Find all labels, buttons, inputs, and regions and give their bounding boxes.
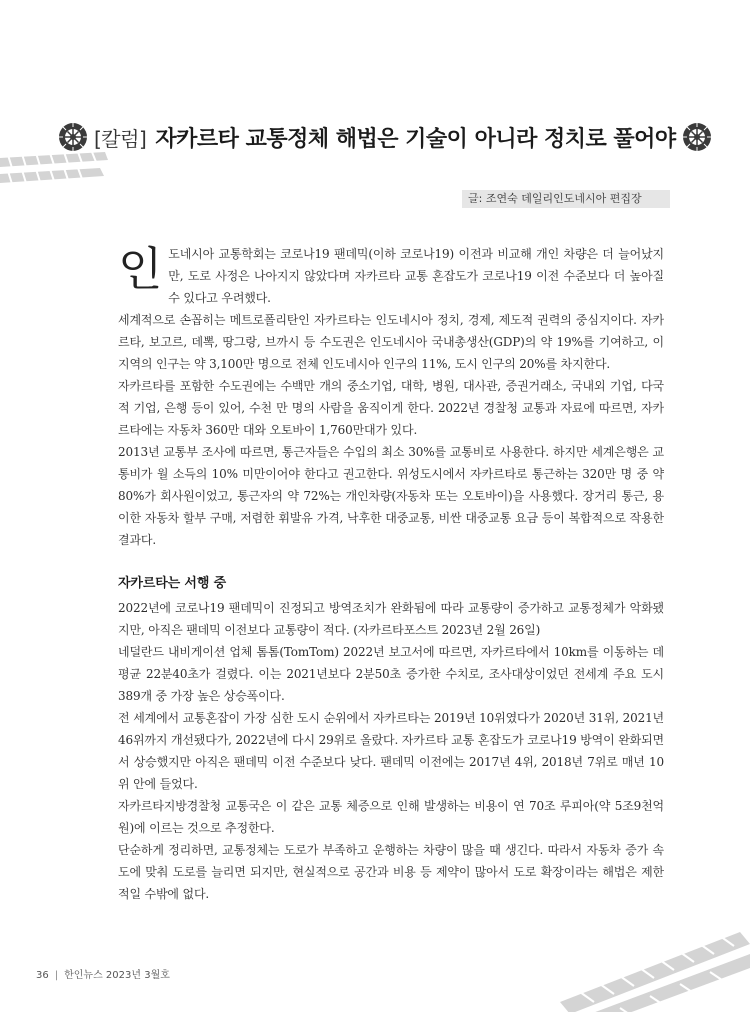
tire-icon bbox=[682, 122, 712, 152]
article-paragraph: 네덜란드 내비게이션 업체 톰톰(TomTom) 2022년 보고서에 따르면, 자카르타에서 10km를 이동하는 데 평균 22분40초가 걸렸다. 이는 2021년보다 2분50초 증가한 수치로, 조사대상이었던 전세계 주요 도시 389개 중 가장 높은 상승폭이다. bbox=[118, 645, 664, 703]
byline: 글: 조연숙 데일리인도네시아 편집장 bbox=[462, 190, 670, 208]
article-headline: 자카르타 교통정체 해법은 기술이 아니라 정치로 풀어야 bbox=[155, 126, 676, 152]
article-paragraph: 세계적으로 손꼽히는 메트로폴리탄인 자카르타는 인도네시아 정치, 경제, 제도적 권력의 중심지이다. 자카르타, 보고르, 데뽁, 땅그랑, 브까시 등 수도권은 인도네시아 국내총생산(GDP)의 약 19%를 기여하고, 이 지역의 인구는 약 3,100만 명으로 전체 인도네시아 인구의 11%, 도시 인구의 20%를 차지한다. bbox=[118, 313, 664, 371]
article-body bbox=[118, 243, 664, 905]
paragraph-text: 도네시아 교통학회는 코로나19 팬데믹(이하 코로나19) 이전과 비교해 개인 차량은 더 늘어났지만, 도로 사정은 나아지지 않았다며 자카르타 교통 혼잡도가 코로나19 이전 수준보다 더 높아질 수 있다고 우려했다. bbox=[168, 247, 664, 305]
tire-icon bbox=[58, 122, 88, 152]
page-number: 36 bbox=[36, 970, 49, 981]
article-title-row bbox=[58, 116, 698, 158]
page-footer bbox=[36, 966, 170, 981]
article-title bbox=[94, 122, 676, 153]
article-paragraph: 전 세계에서 교통혼잡이 가장 심한 도시 순위에서 자카르타는 2019년 10위였다가 2020년 31위, 2021년 46위까지 개선됐다가, 2022년에 다시 29위로 올랐다. 자카르타 교통 혼잡도가 코로나19 방역이 완화되면서 상승했지만 아직은 팬데믹 이전 수준보다 낮다. 팬데믹 이전에는 2017년 4위, 2018년 7위로 매년 10위 안에 들었다. bbox=[118, 711, 664, 791]
tire-track-bottom-right bbox=[560, 922, 750, 1012]
footer-separator: | bbox=[54, 970, 59, 981]
column-tag: [칼럼] bbox=[94, 126, 147, 151]
publication-name: 한인뉴스 2023년 3월호 bbox=[64, 970, 170, 981]
article-paragraph: 단순하게 정리하면, 교통정체는 도로가 부족하고 운행하는 차량이 많을 때 생긴다. 따라서 자동차 증가 속도에 맞춰 도로를 늘리면 되지만, 현실적으로 공간과 비용 등 제약이 많아서 도로 확장이라는 해법은 제한적일 수밖에 없다. bbox=[118, 843, 664, 901]
article-paragraph: 자카르타를 포함한 수도권에는 수백만 개의 중소기업, 대학, 병원, 대사관, 증권거래소, 국내외 기업, 다국적 기업, 은행 등이 있어, 수천 만 명의 사람을 움직이게 한다. 2022년 경찰청 교통과 자료에 따르면, 자카르타에는 자동차 360만 대와 오토바이 1,760만대가 있다. bbox=[118, 379, 664, 437]
article-paragraph bbox=[118, 243, 664, 309]
article-paragraph: 자카르타지방경찰청 교통국은 이 같은 교통 체증으로 인해 발생하는 비용이 연 70조 루피아(약 5조9천억 원)에 이르는 것으로 추정한다. bbox=[118, 799, 664, 835]
dropcap: 인 bbox=[118, 242, 163, 296]
section-subheading: 자카르타는 서행 중 bbox=[118, 576, 227, 591]
article-paragraph: 2022년에 코로나19 팬데믹이 진정되고 방역조치가 완화됨에 따라 교통량이 증가하고 교통정체가 악화됐지만, 아직은 팬데믹 이전보다 교통량이 적다. (자카르타포스트 2023년 2월 26일) bbox=[118, 601, 664, 637]
article-paragraph: 2013년 교통부 조사에 따르면, 통근자들은 수입의 최소 30%를 교통비로 사용한다. 하지만 세계은행은 교통비가 월 소득의 10% 미만이어야 한다고 권고한다. 위성도시에서 자카르타로 통근하는 320만 명 중 약 80%가 회사원이었고, 통근자의 약 72%는 개인차량(자동차 또는 오토바이)을 사용했다. 장거리 통근, 용이한 자동차 할부 구매, 저렴한 휘발유 가격, 낙후한 대중교통, 비싼 대중교통 요금 등이 복합적으로 작용한 결과다. bbox=[118, 445, 664, 547]
